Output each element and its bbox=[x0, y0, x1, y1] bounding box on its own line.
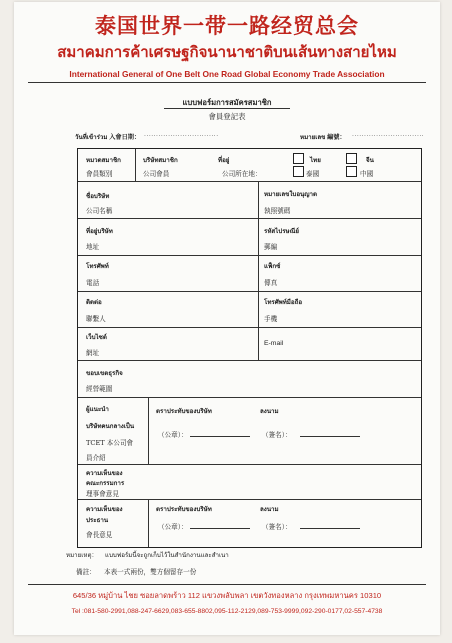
phone-label-cn: 電話 bbox=[86, 279, 100, 287]
signature-line-2[interactable] bbox=[300, 528, 360, 529]
col-divider bbox=[148, 499, 149, 547]
stamp-label: ตราประทับของบริษัท bbox=[156, 408, 212, 415]
signature-line[interactable] bbox=[300, 436, 360, 437]
china-option-label-cn: 中國 bbox=[360, 170, 374, 178]
stamp-line-2[interactable] bbox=[190, 528, 250, 529]
row-divider bbox=[78, 464, 421, 465]
stamp-label-2: ตราประทับของบริษัท bbox=[156, 506, 212, 513]
business-scope-label-cn: 經營範圍 bbox=[86, 385, 113, 393]
signature-label-2-cn: （簽名）： bbox=[262, 523, 292, 531]
row-divider bbox=[78, 291, 421, 292]
member-type-label: หมวดสมาชิก bbox=[86, 157, 121, 164]
row-divider bbox=[78, 255, 421, 256]
header-title-chinese: 泰国世界一带一路经贸总会 bbox=[95, 13, 359, 38]
company-member-label: บริษัทสมาชิก bbox=[143, 157, 178, 164]
form-page bbox=[14, 2, 440, 635]
website-label: เว็บไซต์ bbox=[86, 334, 107, 341]
business-scope-label: ขอบเขตธุรกิจ bbox=[86, 370, 123, 377]
thai-checkbox[interactable] bbox=[293, 153, 304, 164]
fax-label: แฟ็กซ์ bbox=[264, 263, 281, 270]
form-title-divider bbox=[164, 108, 290, 109]
remark-label-cn: 備註： bbox=[76, 568, 96, 576]
mobile-label: โทรศัพท์มือถือ bbox=[264, 299, 303, 306]
fax-label-cn: 傳真 bbox=[264, 279, 278, 287]
application-table bbox=[77, 148, 422, 548]
company-name-label: ชื่อบริษัท bbox=[86, 193, 110, 200]
remark-text-cn: 本表一式兩份，雙方個留存一份 bbox=[104, 568, 197, 576]
postal-code-label: รหัสไปรษณีย์ bbox=[264, 228, 299, 235]
location-label: ที่อยู่ bbox=[218, 157, 230, 164]
form-title-thai: แบบฟอร์มการสมัครสมาชิก bbox=[182, 98, 272, 107]
signature-label-2: ลงนาม bbox=[260, 506, 279, 513]
number-label: หมายเลข 編號： bbox=[300, 134, 346, 141]
address-label: ที่อยู่บริษัท bbox=[86, 228, 113, 235]
website-label-cn: 網址 bbox=[86, 349, 100, 357]
stamp-line[interactable] bbox=[190, 436, 250, 437]
row-divider bbox=[78, 397, 421, 398]
remark-label: หมายเหตุ： bbox=[66, 552, 98, 559]
col-divider bbox=[258, 181, 259, 360]
col-divider bbox=[135, 149, 136, 181]
number-field[interactable]: .............................. bbox=[352, 131, 425, 138]
chairman-opinion-label-2: ประธาน bbox=[86, 517, 109, 524]
recommender-label: ผู้แนะนำ bbox=[86, 406, 109, 413]
form-title-chinese: 會員登記表 bbox=[208, 112, 246, 121]
address-label-cn: 地址 bbox=[86, 243, 100, 251]
row-divider bbox=[78, 218, 421, 219]
remark-text: แบบฟอร์มนี้จะถูกเก็บไว้ในสำนักงานและสำเนา bbox=[105, 552, 229, 559]
stamp-label-cn: （公章）： bbox=[158, 431, 188, 439]
signature-label-cn: （簽名）： bbox=[262, 431, 292, 439]
recommender-label-en: TCET 本公司會 bbox=[86, 439, 134, 447]
row-divider bbox=[78, 360, 421, 361]
license-label-cn: 執照號碼 bbox=[264, 207, 291, 215]
header-title-english: International General of One Belt One Road Global Economy Trade Association bbox=[69, 69, 385, 79]
chairman-opinion-label-cn: 會長意見 bbox=[86, 531, 113, 539]
header-title-thai: สมาคมการค้าเศรษฐกิจนานาชาติบนเส้นทางสายไหม bbox=[57, 43, 397, 61]
license-label: หมายเลขใบอนุญาต bbox=[264, 191, 318, 198]
company-member-label-cn: 公司會員 bbox=[143, 170, 170, 178]
recommender-label-cn: 員介紹 bbox=[86, 454, 106, 462]
footer-address: 645/36 หมู่บ้าน ไชย ซอยลาดพร้าว 112 แขวงพลับพลา เขตวังทองหลาง กรุงเทพมหานคร 10310 bbox=[72, 591, 382, 600]
row-divider bbox=[78, 499, 421, 500]
company-name-label-cn: 公司名稱 bbox=[86, 207, 113, 215]
china-checkbox-cn[interactable] bbox=[346, 166, 357, 177]
board-opinion-label-cn: 理事會意見 bbox=[86, 490, 119, 498]
email-label: E-mail bbox=[264, 340, 284, 347]
recommender-label-2: บริษัทคนกลางเป็น bbox=[86, 423, 135, 430]
stamp-label-2-cn: （公章）： bbox=[158, 523, 188, 531]
row-divider bbox=[78, 327, 421, 328]
board-opinion-label: ความเห็นของ bbox=[86, 470, 123, 477]
contact-label: ติดต่อ bbox=[86, 299, 102, 306]
signature-label: ลงนาม bbox=[260, 408, 279, 415]
row-divider bbox=[78, 181, 421, 182]
chairman-opinion-label: ความเห็นของ bbox=[86, 506, 123, 513]
thai-option-label: ไทย bbox=[310, 157, 321, 164]
thai-checkbox-cn[interactable] bbox=[293, 166, 304, 177]
footer-telephone: Tel :081-580-2991,088-247-6629,083-655-8802,095-112-2129,089-753-9999,092-290-0177,02-557-4738 bbox=[71, 608, 383, 615]
location-label-cn: 公司所在地： bbox=[222, 170, 262, 178]
join-date-field[interactable]: ............................... bbox=[144, 131, 219, 138]
header-divider bbox=[28, 82, 426, 83]
thai-option-label-cn: 泰國 bbox=[306, 170, 320, 178]
mobile-label-cn: 手機 bbox=[264, 315, 278, 323]
china-option-label: จีน bbox=[366, 157, 374, 164]
china-checkbox[interactable] bbox=[346, 153, 357, 164]
postal-code-label-cn: 郵編 bbox=[264, 243, 278, 251]
contact-label-cn: 聯繫人 bbox=[86, 315, 106, 323]
join-date-label: วันที่เข้าร่วม 入會日期： bbox=[75, 134, 141, 141]
col-divider bbox=[148, 397, 149, 464]
phone-label: โทรศัพท์ bbox=[86, 263, 109, 270]
footer-divider bbox=[28, 584, 426, 585]
member-type-label-cn: 會員類別 bbox=[86, 170, 113, 178]
board-opinion-label-2: คณะกรรมการ bbox=[86, 480, 125, 487]
